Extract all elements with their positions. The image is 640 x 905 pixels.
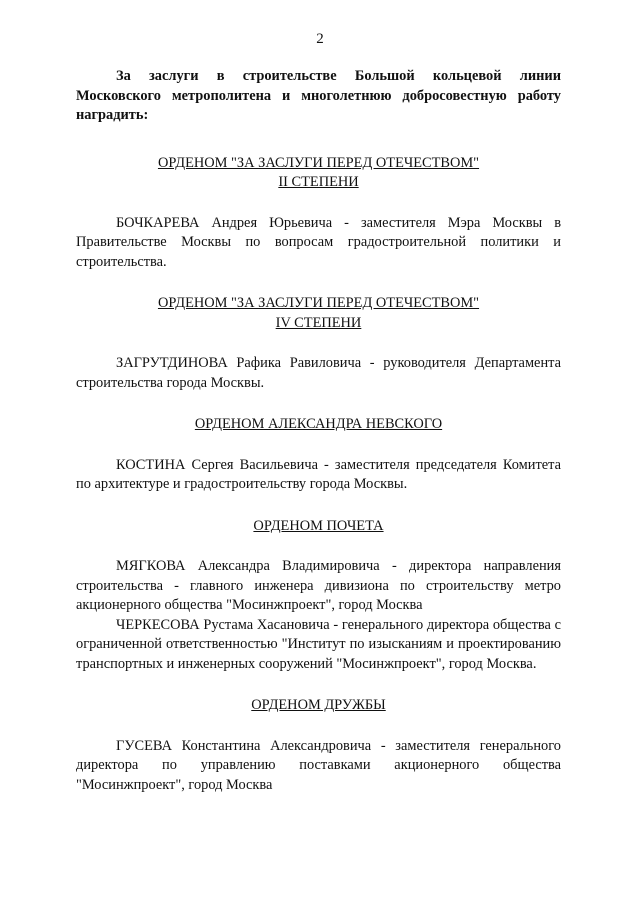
recipient-kostin: КОСТИНА Сергея Васильевича - заместителя председателя Комитета по архитектуре и градостроительству города Москвы. bbox=[76, 456, 561, 492]
award-title-order-merit-2 bbox=[76, 154, 561, 193]
award-title-order-honor bbox=[76, 517, 561, 537]
award-title-line: ОРДЕНОМ "ЗА ЗАСЛУГИ ПЕРЕД ОТЕЧЕСТВОМ" bbox=[157, 295, 480, 311]
recipient-bochkarev: БОЧКАРЕВА Андрея Юрьевича - заместителя Мэра Москвы в Правительстве Москвы по вопросам градостроительной политики и строительства. bbox=[76, 214, 561, 270]
recipient-gusev: ГУСЕВА Константина Александровича - заместителя генерального директора по управлению поставками акционерного общества "Мосинжпроект", город Москва bbox=[76, 737, 561, 793]
recipient-zagrutdinov: ЗАГРУТДИНОВА Рафика Равиловича - руководителя Департамента строительства города Москвы. bbox=[76, 355, 561, 391]
document-body bbox=[76, 67, 561, 795]
award-title-order-friendship bbox=[76, 696, 561, 716]
recipient-myagkov: МЯГКОВА Александра Владимировича - директора направления строительства - главного инженера дивизиона по строительству метро акционерного общества "Мосинжпроект", город Москва bbox=[76, 558, 561, 613]
award-title-line: ОРДЕНОМ АЛЕКСАНДРА НЕВСКОГО bbox=[194, 416, 443, 432]
intro-paragraph: За заслуги в строительстве Большой кольцевой линии Московского метрополитена и многолетнюю добросовестную работу наградить: bbox=[76, 68, 561, 123]
award-title-line: ОРДЕНОМ ПОЧЕТА bbox=[253, 517, 384, 534]
award-title-line: ОРДЕНОМ "ЗА ЗАСЛУГИ ПЕРЕД ОТЕЧЕСТВОМ" bbox=[157, 154, 480, 171]
page-number: 2 bbox=[316, 31, 324, 47]
award-title-line: IV СТЕПЕНИ bbox=[275, 314, 362, 331]
award-title-order-merit-4 bbox=[76, 294, 561, 333]
recipient-cherkesov: ЧЕРКЕСОВА Рустама Хасановича - генерального директора общества с ограниченной ответственностью "Институт по изысканиям и проектированию транспортных и инженерных сооружений "Мосинжпроект", город Москва. bbox=[76, 616, 561, 672]
award-title-line: II СТЕПЕНИ bbox=[278, 174, 359, 190]
award-title-line: ОРДЕНОМ ДРУЖБЫ bbox=[251, 697, 386, 713]
award-title-order-nevsky bbox=[76, 415, 561, 435]
